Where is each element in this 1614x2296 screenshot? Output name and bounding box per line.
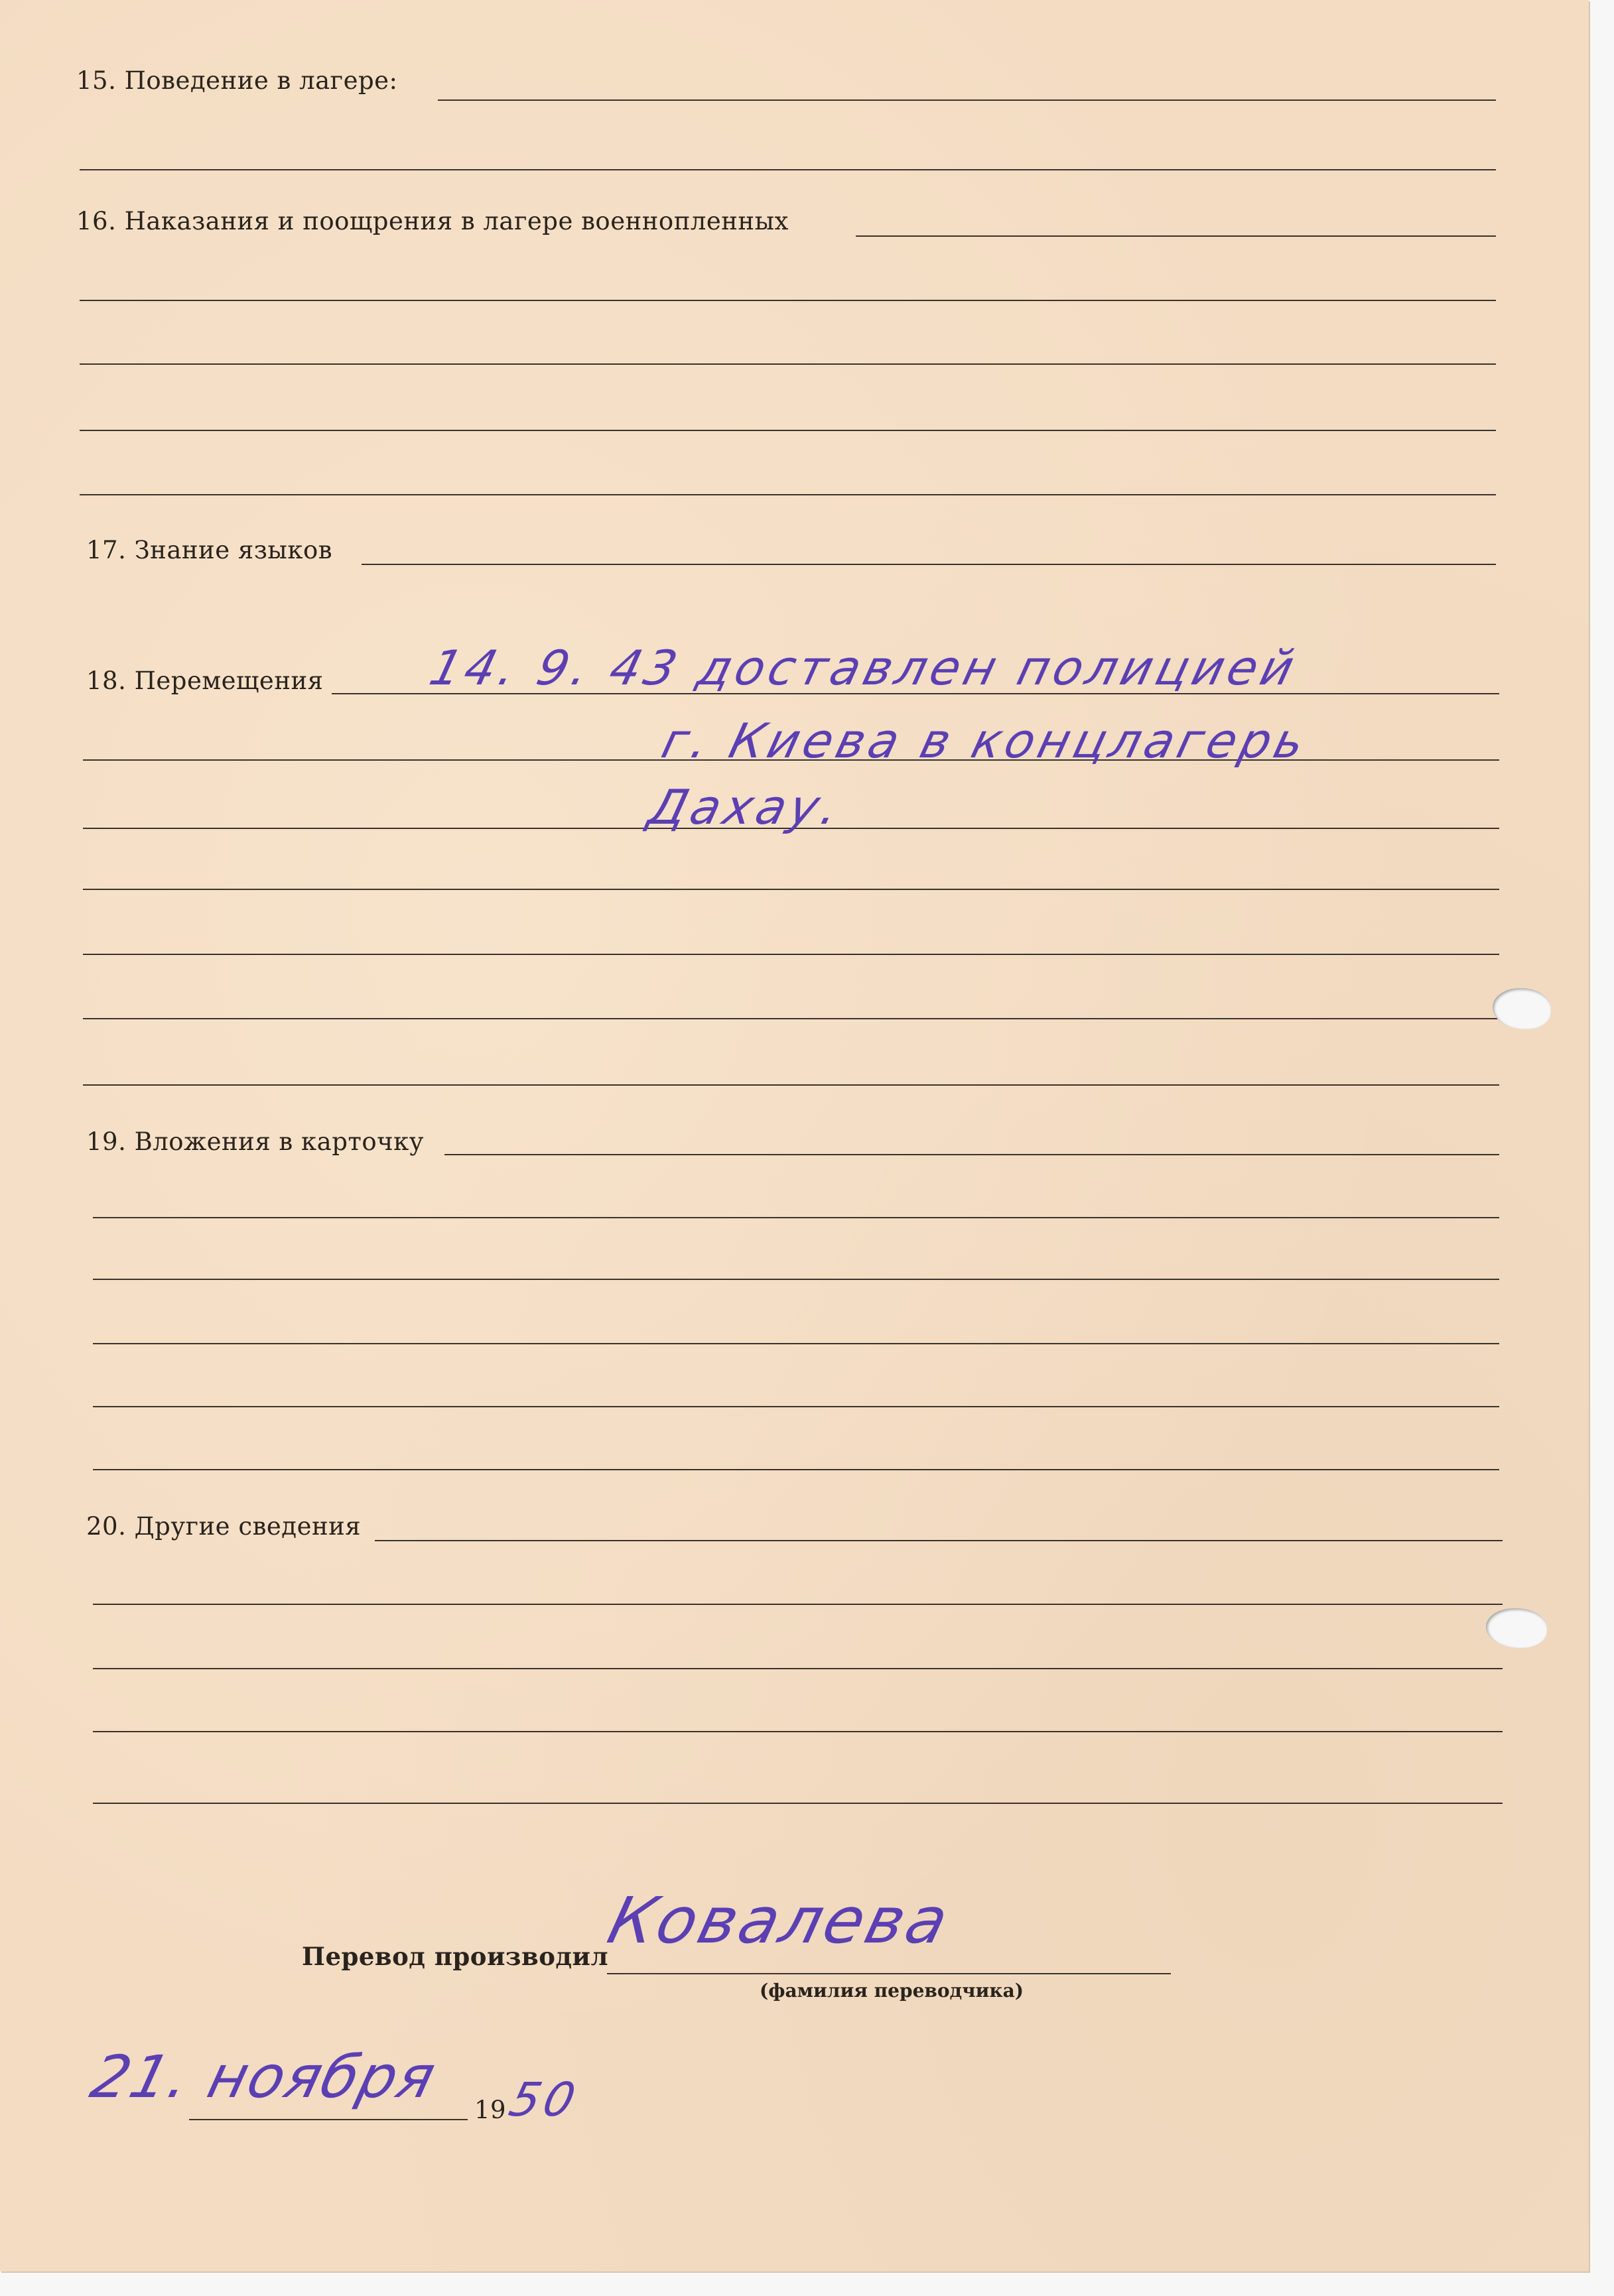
date-year-handwritten: 50 [504, 2073, 585, 2127]
date-line [189, 2119, 468, 2120]
blank-line [93, 1469, 1499, 1470]
handwritten-movement-line1: 14. 9. 43 доставлен полицией [424, 640, 1304, 696]
blank-line [93, 1731, 1503, 1732]
blank-line [93, 1604, 1503, 1605]
blank-line [93, 1217, 1499, 1218]
blank-line [80, 430, 1496, 431]
blank-line [93, 1279, 1499, 1280]
blank-line [83, 954, 1499, 955]
blank-line [80, 300, 1496, 301]
field-15-label: 15. Поведение в лагере: [76, 66, 398, 95]
field-19-label: 19. Вложения в карточку [86, 1127, 424, 1156]
blank-line [93, 1803, 1503, 1804]
field-20-line [375, 1540, 1503, 1541]
punch-hole [1486, 1608, 1547, 1648]
field-16-label: 16. Наказания и поощрения в лагере военнопленных [76, 207, 789, 235]
blank-line [83, 1084, 1499, 1086]
field-16-line [856, 235, 1496, 237]
blank-line [93, 1406, 1499, 1407]
blank-line [80, 494, 1496, 495]
field-15-line [438, 99, 1496, 101]
field-20-label: 20. Другие сведения [86, 1512, 362, 1541]
field-17-label: 17. Знание языков [86, 536, 333, 564]
blank-line [80, 363, 1496, 365]
blank-line [80, 169, 1496, 170]
punch-hole [1493, 988, 1551, 1029]
translator-signature: Ковалева [601, 1883, 959, 1958]
translator-label: Перевод производил [302, 1942, 609, 1971]
handwritten-movement-line3: Дахау. [643, 779, 849, 835]
blank-line [93, 1668, 1503, 1669]
translator-line [607, 1973, 1171, 1974]
field-19-line [444, 1154, 1499, 1155]
date-handwritten: 21. ноября [84, 2043, 444, 2111]
field-18-label: 18. Перемещения [86, 667, 324, 695]
blank-line [83, 1018, 1499, 1019]
date-year-prefix: 19 [474, 2096, 507, 2124]
blank-line [83, 889, 1499, 890]
handwritten-movement-line2: г. Киева в концлагерь [656, 713, 1315, 769]
blank-line [93, 1343, 1499, 1344]
translator-caption: (фамилия переводчика) [760, 1980, 1024, 2002]
field-17-line [362, 564, 1496, 565]
